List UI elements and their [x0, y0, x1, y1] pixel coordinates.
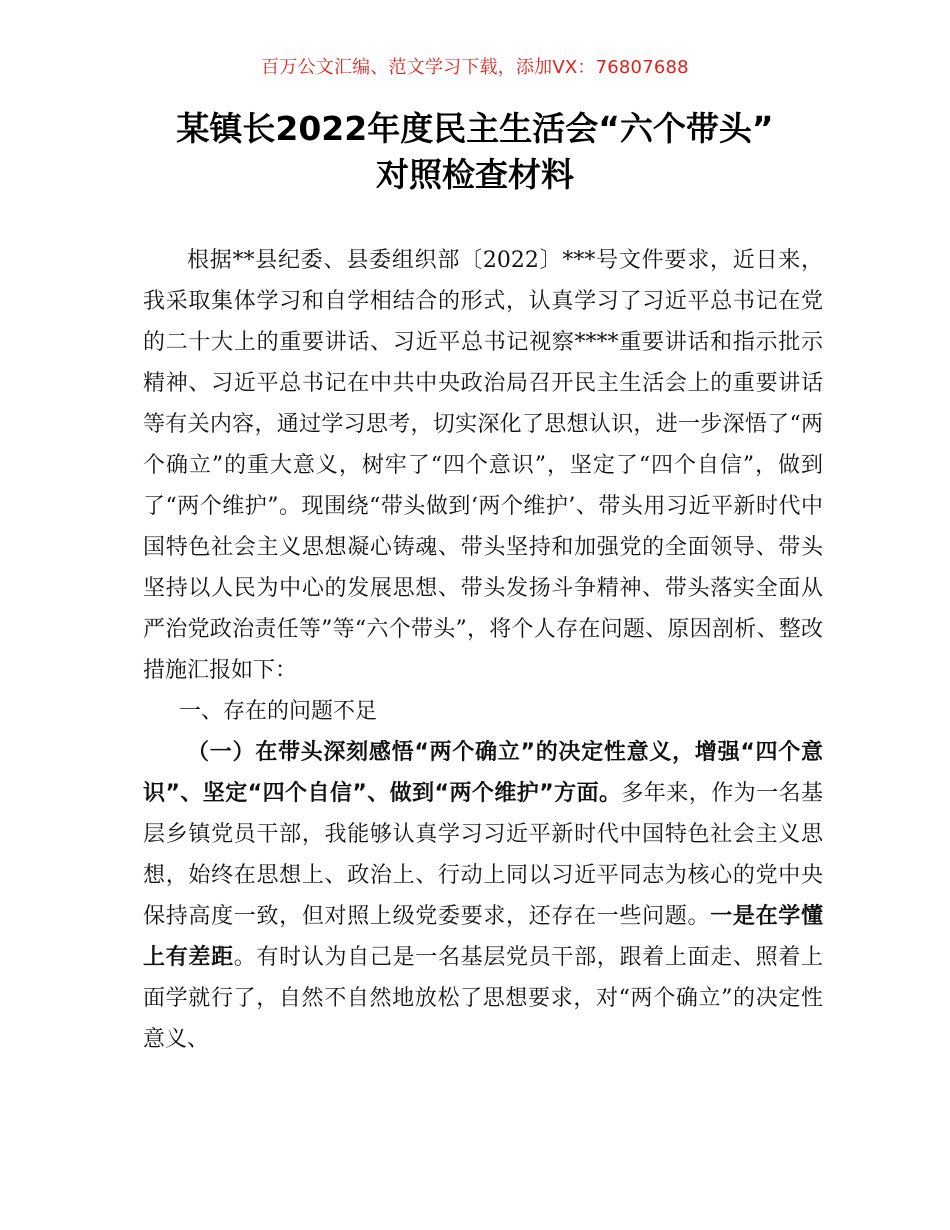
section-heading-1: 一、存在的问题不足: [179, 699, 378, 724]
intro-paragraph: 根据**县纪委、县委组织部〔2022〕***号文件要求，近日来，我采取集体学习和自学相结合的形式，认真学习了习近平总书记在党的二十大上的重要讲话、习近平总书记视察****重要讲话和指示批示精神、习近平总书记在中共中央政治局召开民主生活会上的重要讲话等有关内容，通过学习思考，切实深化了思想认识，进一步深悟了“两个确立”的重大意义，树牢了“四个意识”，坚定了“四个自信”，做到了“两个维护”。现围绕“带头做到‘两个维护’、带头用习近平新时代中国特色社会主义思想凝心铸魂、带头坚持和加强党的全面领导、带头坚持以人民为中心的发展思想、带头发扬斗争精神、带头落实全面从严治党政治责任等”等“六个带头”，将个人存在问题、原因剖析、整改措施汇报如下：: [143, 248, 823, 683]
watermark-header: 百万公文汇编、范文学习下载，添加VX：76807688: [261, 57, 689, 78]
document-title: [90, 106, 860, 198]
subsection-paragraph-1: [143, 732, 823, 1060]
subsection-heading-1: （一）在带头深刻感悟“两个确立”的决定性意义，增强“四个意识”、坚定“四个自信”、做到“两个维护”方面。: [143, 740, 823, 806]
document-body: [143, 240, 823, 1060]
subsection-text-b: 。有时认为自己是一名基层党员干部，跟着上面走、照着上面学就行了，自然不自然地放松了思想要求，对“两个确立”的决定性意义、: [143, 945, 823, 1052]
title-line-2: 对照检查材料: [376, 155, 574, 194]
point-heading-1: 一是在学懂上有差距: [143, 904, 823, 970]
title-line-1: 某镇长2022年度民主生活会“六个带头”: [176, 109, 774, 148]
subsection-text-a: 多年来，作为一名基层乡镇党员干部，我能够认真学习习近平新时代中国特色社会主义思想，始终在思想上、政治上、行动上同以习近平同志为核心的党中央保持高度一致，但对照上级党委要求，还存在一些问题。: [143, 781, 823, 929]
